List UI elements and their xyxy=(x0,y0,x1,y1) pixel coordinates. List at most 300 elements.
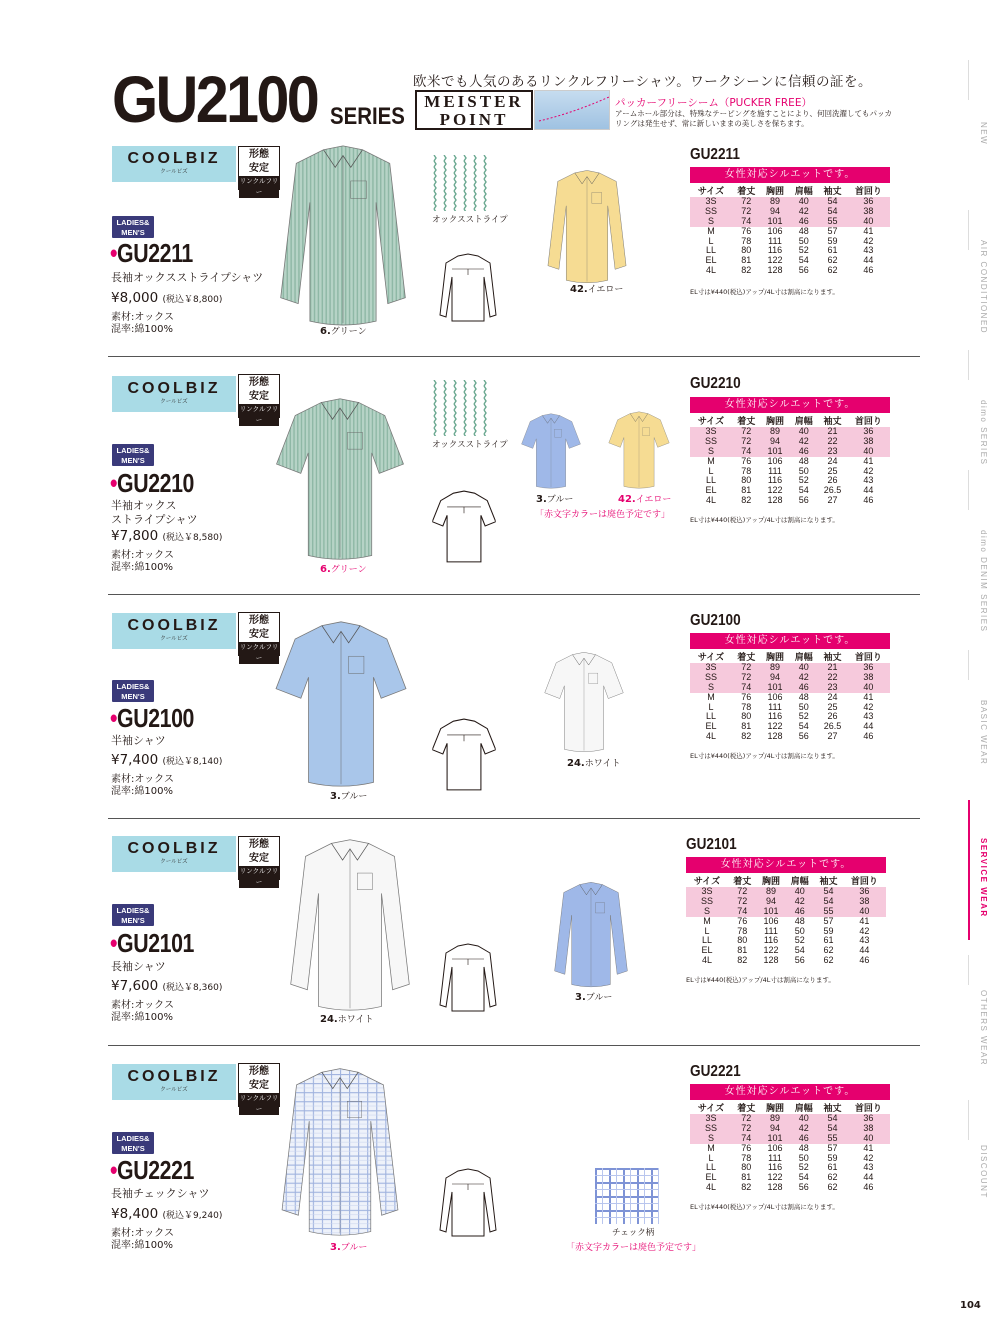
size-table-cell: 36 xyxy=(847,197,890,207)
keitai-line1: 形態 xyxy=(249,149,269,160)
color-caption: 42.イエロー xyxy=(618,494,672,505)
size-table-cell: 52 xyxy=(794,935,805,946)
size-table-row xyxy=(690,1183,890,1193)
size-table-cell: 26 xyxy=(827,475,838,486)
size-table-cell: 40 xyxy=(789,197,818,207)
product-code: •GU2210 xyxy=(110,468,195,498)
size-table-cell: 48 xyxy=(798,455,809,466)
size-table-cell: 52 xyxy=(798,711,809,722)
shirt-white-short xyxy=(534,650,634,754)
size-table-cell: 72 xyxy=(728,887,757,897)
size-note: EL寸は¥440(税込)アップ/4L寸は割高になります。 xyxy=(690,516,839,524)
size-table-cell: 72 xyxy=(732,197,761,207)
size-table-header-cell: 首回り xyxy=(854,416,882,426)
size-table-row xyxy=(690,693,890,703)
size-table-cell: 46 xyxy=(789,683,818,693)
size-table-cell: 94 xyxy=(761,1124,790,1134)
size-table-row xyxy=(686,907,886,917)
size-table-row xyxy=(686,946,886,956)
size-table-cell: 40 xyxy=(847,217,890,227)
women-silhouette-banner: 女性対応シルエットです。 xyxy=(690,167,890,183)
size-table-cell: 80 xyxy=(741,475,752,486)
meister-line1: MEISTER xyxy=(424,92,524,111)
size-table-cell: 74 xyxy=(732,1134,761,1144)
size-table-cell: 40 xyxy=(785,887,814,897)
size-table-cell: 56 xyxy=(798,1182,809,1193)
size-table-row xyxy=(690,197,890,207)
nav-discount[interactable]: DISCOUNT xyxy=(979,1145,988,1199)
back-view-icon xyxy=(432,490,496,564)
size-table-cell: 76 xyxy=(741,225,752,236)
size-table-header-cell: 肩幅 xyxy=(794,652,813,662)
size-table-cell: 42 xyxy=(863,235,874,246)
size-table-cell: 89 xyxy=(761,197,790,207)
product-name: 半袖シャツ xyxy=(111,734,166,747)
size-table-header-cell: 袖丈 xyxy=(823,652,842,662)
product-name: 長袖チェックシャツ xyxy=(111,1187,210,1200)
keitai-line2: 安定 xyxy=(249,1080,269,1091)
color-caption: 6.グリーン xyxy=(320,326,367,337)
shirt-green-short xyxy=(250,395,430,563)
color-caption: 3.ブルー xyxy=(330,1242,368,1253)
size-table-cell: 36 xyxy=(847,427,890,437)
size-table-cell: 54 xyxy=(814,887,843,897)
product-code: •GU2221 xyxy=(110,1155,195,1185)
size-table-cell: 61 xyxy=(823,935,834,946)
size-table-cell: 26.5 xyxy=(823,485,842,496)
ladies-line1: LADIES& xyxy=(116,906,150,915)
size-table-cell: 26 xyxy=(827,711,838,722)
product-name: 長袖オックスストライプシャツ xyxy=(111,271,264,284)
table-code: GU2100 xyxy=(690,612,741,629)
size-table-cell: 46 xyxy=(863,265,874,276)
size-table-header-cell: 首回り xyxy=(850,876,878,886)
size-table-cell: 62 xyxy=(827,1172,838,1183)
size-table-cell: LL xyxy=(705,1162,716,1173)
pucker-free-image xyxy=(534,90,610,130)
shirt-blue-short xyxy=(508,412,594,490)
color-caption: 42.イエロー xyxy=(570,284,624,295)
ladies-mens-badge xyxy=(112,904,154,926)
size-table-cell: 106 xyxy=(767,225,783,236)
size-table-cell: LL xyxy=(705,245,716,256)
size-table-cell: 101 xyxy=(761,217,790,227)
coolbiz-label: COOLBIZ xyxy=(127,840,221,857)
size-table-row xyxy=(690,663,890,673)
size-table xyxy=(686,877,886,966)
size-table-cell: 89 xyxy=(761,663,790,673)
stripe-swatch xyxy=(432,155,488,211)
size-table-header-cell: 首回り xyxy=(854,652,882,662)
size-table-cell: M xyxy=(707,1142,715,1153)
size-table-cell: 78 xyxy=(741,465,752,476)
wrinkle-free-label: リンクルフリー xyxy=(239,177,279,196)
size-table-cell: 72 xyxy=(732,1114,761,1124)
size-table-cell: 59 xyxy=(823,925,834,936)
size-table-cell: 128 xyxy=(767,1182,783,1193)
size-table-cell: 21 xyxy=(818,427,847,437)
keitai-anteii-badge xyxy=(238,836,280,886)
size-table-cell: 42 xyxy=(863,1152,874,1163)
size-table-cell: 52 xyxy=(798,245,809,256)
size-table-cell: 43 xyxy=(863,711,874,722)
size-table-row xyxy=(690,266,890,276)
nav-new[interactable]: NEW xyxy=(979,122,988,146)
swatch-caption: オックスストライプ xyxy=(432,215,508,225)
size-table-cell: 44 xyxy=(863,721,874,732)
section-divider xyxy=(108,1045,920,1046)
size-table-cell: 46 xyxy=(789,1134,818,1144)
size-table-header-cell: 袖丈 xyxy=(823,186,842,196)
nav-dimo-series[interactable]: dimo SERIES xyxy=(979,400,988,466)
size-table-cell: S xyxy=(690,447,732,457)
size-table-cell: 56 xyxy=(794,955,805,966)
keitai-line1: 形態 xyxy=(249,839,269,850)
size-table-cell: SS xyxy=(690,207,732,217)
size-table-cell: SS xyxy=(690,673,732,683)
size-table-cell: 46 xyxy=(863,495,874,506)
size-table-cell: EL xyxy=(705,721,717,732)
size-table-cell: 42 xyxy=(785,897,814,907)
color-caption: 6.グリーン xyxy=(320,564,367,575)
size-table-header-cell: 胸囲 xyxy=(766,1103,785,1113)
size-table-cell: 42 xyxy=(859,925,870,936)
wrinkle-free-label: リンクルフリー xyxy=(239,405,279,424)
blend: 混率:綿100% xyxy=(111,1240,173,1251)
size-table-cell: 40 xyxy=(789,663,818,673)
size-table-cell: 74 xyxy=(728,907,757,917)
size-table-cell: 82 xyxy=(741,265,752,276)
size-table-cell: 48 xyxy=(798,1142,809,1153)
keitai-line1: 形態 xyxy=(249,615,269,626)
size-table-cell: 25 xyxy=(827,465,838,476)
keitai-line2: 安定 xyxy=(249,853,269,864)
size-table-cell: M xyxy=(707,225,715,236)
size-table-cell: 55 xyxy=(818,1134,847,1144)
size-table-cell: 55 xyxy=(818,217,847,227)
product-price: ¥7,400 (税込￥8,140) xyxy=(111,752,223,768)
women-silhouette-banner: 女性対応シルエットです。 xyxy=(690,633,890,649)
shirt-yellow-short xyxy=(596,410,682,490)
material: 素材:オックス xyxy=(111,550,174,561)
size-table-cell: 3S xyxy=(690,663,732,673)
size-table-cell: 4L xyxy=(701,955,712,966)
size-table-cell: 48 xyxy=(798,225,809,236)
size-table-cell: 89 xyxy=(761,427,790,437)
size-table-cell: 122 xyxy=(767,1172,783,1183)
size-table-cell: 62 xyxy=(827,1182,838,1193)
size-table-cell: 3S xyxy=(690,197,732,207)
discontinued-note: 「赤文字カラーは廃色予定です」 xyxy=(535,510,671,520)
size-table-cell: 116 xyxy=(767,475,783,486)
page-number: 104 xyxy=(960,1300,981,1311)
size-table-cell: 56 xyxy=(798,731,809,742)
size-table-cell: 3S xyxy=(686,887,728,897)
size-table-cell: 80 xyxy=(741,711,752,722)
size-table-cell: 3S xyxy=(690,427,732,437)
coolbiz-sub: クールビズ xyxy=(160,399,188,405)
product-name-line1: 半袖オックス xyxy=(111,499,177,512)
size-table-row xyxy=(690,256,890,266)
size-table-cell: 122 xyxy=(763,945,779,956)
size-table-cell: 42 xyxy=(789,207,818,217)
size-table-cell: 42 xyxy=(789,1124,818,1134)
size-table-cell: 27 xyxy=(827,731,838,742)
size-table-row xyxy=(690,673,890,683)
size-table-header-cell: 袖丈 xyxy=(819,876,838,886)
size-table-cell: 50 xyxy=(798,1152,809,1163)
size-table-cell: 56 xyxy=(798,265,809,276)
size-table-cell: 78 xyxy=(741,235,752,246)
size-table-cell: 43 xyxy=(863,475,874,486)
coolbiz-sub: クールビズ xyxy=(160,859,188,865)
product-code: •GU2100 xyxy=(110,703,195,733)
size-table-cell: 54 xyxy=(798,255,809,266)
size-table-cell: 38 xyxy=(847,673,890,683)
wrinkle-free-label: リンクルフリー xyxy=(239,643,279,662)
size-table-cell: 40 xyxy=(847,683,890,693)
size-table-row xyxy=(690,712,890,722)
size-table-row xyxy=(690,447,890,457)
size-table-cell: 106 xyxy=(763,915,779,926)
shirt-yellow-long xyxy=(540,168,634,284)
size-table-cell: 24 xyxy=(827,455,838,466)
size-table-cell: 54 xyxy=(794,945,805,956)
size-table-cell: 42 xyxy=(789,673,818,683)
nav-service-wear[interactable]: SERVICE WEAR xyxy=(979,838,988,918)
table-code: GU2211 xyxy=(690,146,740,163)
size-table-cell: 81 xyxy=(741,1172,752,1183)
size-table-cell: 61 xyxy=(827,1162,838,1173)
size-table-row xyxy=(690,427,890,437)
size-table-cell: 54 xyxy=(798,721,809,732)
size-table-cell: 4L xyxy=(705,265,716,276)
size-table-row xyxy=(690,217,890,227)
size-table xyxy=(690,187,890,276)
coolbiz-label: COOLBIZ xyxy=(127,617,221,634)
coolbiz-badge xyxy=(112,613,236,649)
color-caption: 24.ホワイト xyxy=(567,758,621,769)
ladies-line1: LADIES& xyxy=(116,682,150,691)
size-table-row xyxy=(690,722,890,732)
size-table-cell: SS xyxy=(686,897,728,907)
table-code: GU2101 xyxy=(686,836,737,853)
ladies-line2: MEN'S xyxy=(121,455,145,465)
size-note: EL寸は¥440(税込)アップ/4L寸は割高になります。 xyxy=(686,976,835,984)
size-table-cell: 44 xyxy=(863,255,874,266)
size-table-cell: 42 xyxy=(863,701,874,712)
size-table-cell: 24 xyxy=(827,691,838,702)
size-table-cell: 122 xyxy=(767,485,783,496)
size-table-cell: 80 xyxy=(741,1162,752,1173)
size-table-cell: 44 xyxy=(859,945,870,956)
table-code: GU2210 xyxy=(690,375,741,392)
size-table-cell: 94 xyxy=(761,207,790,217)
size-table-cell: 128 xyxy=(767,731,783,742)
size-table-cell: 72 xyxy=(732,1124,761,1134)
size-table-row xyxy=(690,1154,890,1164)
size-table-header-cell: 袖丈 xyxy=(823,416,842,426)
size-table-cell: 50 xyxy=(798,465,809,476)
size-table-cell: M xyxy=(707,455,715,466)
size-table-cell: 54 xyxy=(814,897,843,907)
size-table-row xyxy=(690,683,890,693)
size-table-cell: 72 xyxy=(732,207,761,217)
pucker-free-desc: アームホール部分は、特殊なテーピングを施すことにより、何回洗濯してもパッカリングは発生せず、常に新しいままの美しさを保ちます。 xyxy=(615,109,892,128)
size-table-cell: 38 xyxy=(847,1124,890,1134)
size-table-cell: 78 xyxy=(741,701,752,712)
size-table-cell: 128 xyxy=(767,495,783,506)
size-table-cell: 122 xyxy=(767,255,783,266)
ladies-line1: LADIES& xyxy=(116,1134,150,1143)
back-view-icon xyxy=(438,940,498,1016)
ladies-line2: MEN'S xyxy=(121,227,145,237)
size-table-cell: 46 xyxy=(863,1182,874,1193)
size-table-cell: 38 xyxy=(847,207,890,217)
size-table-row xyxy=(690,703,890,713)
size-table-row xyxy=(690,1114,890,1124)
size-table-cell: 41 xyxy=(863,1142,874,1153)
size-table-cell: 48 xyxy=(798,691,809,702)
size-table-cell: 42 xyxy=(789,437,818,447)
size-note: EL寸は¥440(税込)アップ/4L寸は割高になります。 xyxy=(690,288,839,296)
size-table-cell: S xyxy=(690,683,732,693)
color-caption: 3.ブルー xyxy=(330,791,368,802)
product-price: ¥7,600 (税込￥8,360) xyxy=(111,978,223,994)
size-table-cell: M xyxy=(707,691,715,702)
nav-others-wear[interactable]: OTHERS WEAR xyxy=(979,990,988,1067)
size-table-cell: 41 xyxy=(863,691,874,702)
size-table-cell: 40 xyxy=(789,427,818,437)
size-table-header-cell: サイズ xyxy=(693,876,721,886)
size-note: EL寸は¥440(税込)アップ/4L寸は割高になります。 xyxy=(690,1203,839,1211)
material: 素材:オックス xyxy=(111,774,174,785)
ladies-line2: MEN'S xyxy=(121,691,145,701)
size-table-header-cell: 着丈 xyxy=(737,1103,756,1113)
size-table-cell: 41 xyxy=(863,225,874,236)
size-table-cell: 72 xyxy=(732,437,761,447)
size-table-cell: 41 xyxy=(859,915,870,926)
size-table-cell: 82 xyxy=(737,955,748,966)
shirt-green-long xyxy=(268,142,418,327)
size-table-row xyxy=(690,1144,890,1154)
size-table-cell: 44 xyxy=(863,1172,874,1183)
size-table-cell: 82 xyxy=(741,495,752,506)
size-table-cell: 43 xyxy=(863,1162,874,1173)
size-table-cell: 3S xyxy=(690,1114,732,1124)
size-table-cell: 94 xyxy=(757,897,786,907)
size-table-cell: LL xyxy=(705,475,716,486)
size-table-cell: 111 xyxy=(768,1152,782,1163)
size-table-cell: 81 xyxy=(741,721,752,732)
size-table-header-cell: 胸囲 xyxy=(766,652,785,662)
size-table-cell: 76 xyxy=(741,1142,752,1153)
size-table-cell: 72 xyxy=(732,427,761,437)
size-table-cell: 116 xyxy=(767,711,783,722)
section-divider xyxy=(108,356,920,357)
ladies-line1: LADIES& xyxy=(116,446,150,455)
keitai-line2: 安定 xyxy=(249,163,269,174)
size-table-cell: 54 xyxy=(818,207,847,217)
blend: 混率:綿100% xyxy=(111,324,173,335)
product-code: •GU2211 xyxy=(110,238,193,268)
size-table-cell: 27 xyxy=(827,495,838,506)
size-table-cell: 54 xyxy=(798,485,809,496)
size-table-cell: 54 xyxy=(818,197,847,207)
size-table-cell: 42 xyxy=(863,465,874,476)
discontinued-note: 「赤文字カラーは廃色予定です」 xyxy=(566,1243,702,1253)
size-table-row xyxy=(690,496,890,506)
size-table-row xyxy=(686,956,886,966)
size-table-cell: 111 xyxy=(768,465,782,476)
size-table-cell: 55 xyxy=(814,907,843,917)
size-table-cell: 57 xyxy=(827,225,838,236)
side-nav xyxy=(968,60,988,1240)
women-silhouette-banner: 女性対応シルエットです。 xyxy=(686,857,886,873)
size-table-header-cell: 胸囲 xyxy=(766,186,785,196)
size-table-cell: 22 xyxy=(818,437,847,447)
coolbiz-badge xyxy=(112,1064,236,1100)
size-table-cell: S xyxy=(690,217,732,227)
swatch-caption: オックスストライプ xyxy=(432,440,508,450)
meister-line2: POINT xyxy=(439,110,509,129)
size-table-row xyxy=(690,486,890,496)
ladies-line1: LADIES& xyxy=(116,218,150,227)
size-table-cell: 74 xyxy=(732,447,761,457)
size-table-cell: 38 xyxy=(847,437,890,447)
size-table-cell: 106 xyxy=(767,1142,783,1153)
ladies-line2: MEN'S xyxy=(121,1143,145,1153)
size-table-cell: 23 xyxy=(818,447,847,457)
size-table-row xyxy=(686,887,886,897)
product-price: ¥7,800 (税込￥8,580) xyxy=(111,528,223,544)
nav-dimo-denim-series[interactable]: dimo DENIM SERIES xyxy=(979,530,988,633)
size-table-cell: 21 xyxy=(818,663,847,673)
color-caption: 3.ブルー xyxy=(575,992,613,1003)
size-table-cell: 46 xyxy=(789,217,818,227)
size-table-cell: EL xyxy=(701,945,713,956)
size-table-cell: 74 xyxy=(732,217,761,227)
series-label: SERIES xyxy=(330,103,405,130)
size-table-row xyxy=(690,457,890,467)
meister-point-badge xyxy=(415,90,533,130)
size-table-cell: 122 xyxy=(767,721,783,732)
wrinkle-free-label: リンクルフリー xyxy=(239,1094,279,1113)
nav-air-conditioned[interactable]: AIR CONDITIONED xyxy=(979,240,988,335)
product-price: ¥8,400 (税込￥9,240) xyxy=(111,1206,223,1222)
size-table-cell: 89 xyxy=(761,1114,790,1124)
size-table-cell: 62 xyxy=(827,255,838,266)
size-table-cell: 74 xyxy=(732,683,761,693)
size-table-cell: 101 xyxy=(761,1134,790,1144)
size-table-cell: 72 xyxy=(732,663,761,673)
keitai-line1: 形態 xyxy=(249,1066,269,1077)
coolbiz-label: COOLBIZ xyxy=(127,380,221,397)
size-table-header-cell: 胸囲 xyxy=(766,416,785,426)
size-table-header-cell: 首回り xyxy=(854,186,882,196)
wrinkle-free-label: リンクルフリー xyxy=(239,867,279,886)
coolbiz-label: COOLBIZ xyxy=(127,150,221,167)
size-table-cell: 76 xyxy=(741,691,752,702)
back-view-icon xyxy=(438,1165,498,1241)
size-table-cell: 62 xyxy=(823,955,834,966)
nav-basic-wear[interactable]: BASIC WEAR xyxy=(979,700,988,766)
size-table-header xyxy=(686,877,886,887)
size-table-cell: 50 xyxy=(798,701,809,712)
size-note: EL寸は¥440(税込)アップ/4L寸は割高になります。 xyxy=(690,752,839,760)
ladies-mens-badge xyxy=(112,216,154,238)
size-table-cell: 56 xyxy=(798,495,809,506)
